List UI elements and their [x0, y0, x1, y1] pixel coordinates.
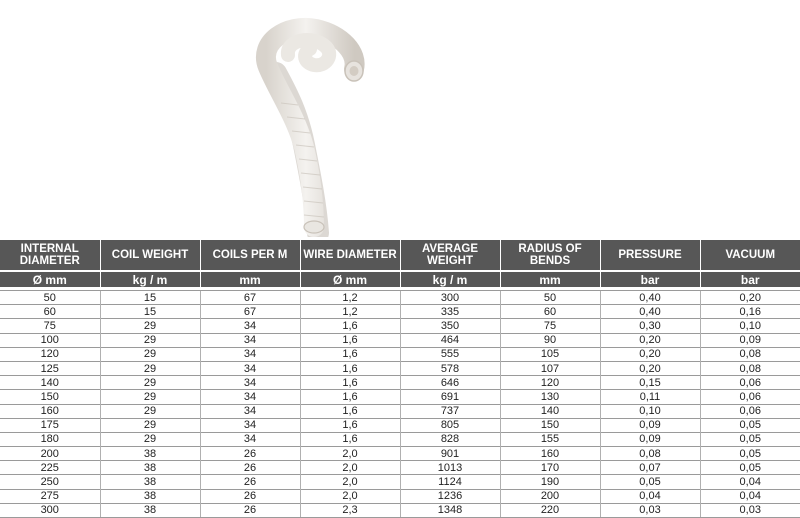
table-cell: 0,03 — [700, 503, 800, 517]
table-cell: 555 — [400, 347, 500, 361]
table-cell: 67 — [200, 291, 300, 305]
table-cell: 578 — [400, 361, 500, 375]
table-cell: 29 — [100, 361, 200, 375]
table-cell: 26 — [200, 489, 300, 503]
table-cell: 120 — [500, 376, 600, 390]
table-cell: 175 — [0, 418, 100, 432]
unit-cell: kg / m — [100, 272, 200, 287]
specification-table — [0, 240, 800, 518]
table-cell: 646 — [400, 376, 500, 390]
table-cell: 0,09 — [600, 432, 700, 446]
table-cell: 0,40 — [600, 305, 700, 319]
table-row — [0, 347, 800, 361]
table-cell: 140 — [0, 376, 100, 390]
unit-cell: kg / m — [400, 272, 500, 287]
header-coil-weight: COIL WEIGHT — [100, 240, 200, 270]
table-cell: 38 — [100, 489, 200, 503]
table-cell: 50 — [0, 291, 100, 305]
table-row — [0, 432, 800, 446]
table-cell: 1,6 — [300, 319, 400, 333]
table-cell: 0,05 — [700, 461, 800, 475]
table-cell: 34 — [200, 432, 300, 446]
unit-cell: bar — [600, 272, 700, 287]
table-cell: 0,05 — [700, 418, 800, 432]
table-cell: 34 — [200, 418, 300, 432]
table-cell: 120 — [0, 347, 100, 361]
table-cell: 180 — [0, 432, 100, 446]
table-cell: 29 — [100, 376, 200, 390]
unit-cell: Ø mm — [0, 272, 100, 287]
table-cell: 2,0 — [300, 489, 400, 503]
table-cell: 0,08 — [700, 347, 800, 361]
table-cell: 1,6 — [300, 376, 400, 390]
table-cell: 34 — [200, 347, 300, 361]
table-cell: 60 — [500, 305, 600, 319]
table-cell: 200 — [0, 447, 100, 461]
table-cell: 0,06 — [700, 376, 800, 390]
table-row — [0, 461, 800, 475]
table-cell: 2,0 — [300, 461, 400, 475]
table-cell: 50 — [500, 291, 600, 305]
table-cell: 0,20 — [600, 333, 700, 347]
table-cell: 0,04 — [600, 489, 700, 503]
table-cell: 160 — [0, 404, 100, 418]
table-cell: 38 — [100, 447, 200, 461]
table-cell: 34 — [200, 404, 300, 418]
table-cell: 0,07 — [600, 461, 700, 475]
table-cell: 1124 — [400, 475, 500, 489]
table-cell: 170 — [500, 461, 600, 475]
table-cell: 0,20 — [600, 347, 700, 361]
table-cell: 75 — [0, 319, 100, 333]
table-cell: 220 — [500, 503, 600, 517]
table-cell: 0,10 — [700, 319, 800, 333]
table-cell: 0,05 — [600, 475, 700, 489]
table-cell: 737 — [400, 404, 500, 418]
table-cell: 828 — [400, 432, 500, 446]
table-cell: 38 — [100, 475, 200, 489]
table-row — [0, 489, 800, 503]
table-cell: 190 — [500, 475, 600, 489]
header-row — [0, 240, 800, 270]
table-cell: 29 — [100, 390, 200, 404]
table-row — [0, 418, 800, 432]
table-cell: 2,0 — [300, 475, 400, 489]
table-cell: 26 — [200, 503, 300, 517]
table-cell: 26 — [200, 475, 300, 489]
table-cell: 150 — [0, 390, 100, 404]
header-vacuum: VACUUM — [700, 240, 800, 270]
table-cell: 1236 — [400, 489, 500, 503]
table-cell: 0,09 — [600, 418, 700, 432]
table-cell: 0,05 — [700, 432, 800, 446]
table-cell: 29 — [100, 333, 200, 347]
table-cell: 275 — [0, 489, 100, 503]
table-cell: 130 — [500, 390, 600, 404]
table-row — [0, 319, 800, 333]
unit-cell: mm — [200, 272, 300, 287]
table-cell: 0,15 — [600, 376, 700, 390]
table-cell: 107 — [500, 361, 600, 375]
table-cell: 901 — [400, 447, 500, 461]
table-row — [0, 305, 800, 319]
table-cell: 29 — [100, 347, 200, 361]
unit-cell: mm — [500, 272, 600, 287]
table-cell: 0,40 — [600, 291, 700, 305]
table-row — [0, 333, 800, 347]
table-cell: 691 — [400, 390, 500, 404]
table-cell: 0,03 — [600, 503, 700, 517]
table-cell: 29 — [100, 404, 200, 418]
table-cell: 150 — [500, 418, 600, 432]
table-row — [0, 376, 800, 390]
table-cell: 0,04 — [700, 489, 800, 503]
header-wire-diameter: WIRE DIAMETER — [300, 240, 400, 270]
table-cell: 38 — [100, 461, 200, 475]
table-cell: 34 — [200, 319, 300, 333]
unit-cell: bar — [700, 272, 800, 287]
table-cell: 350 — [400, 319, 500, 333]
table-cell: 0,10 — [600, 404, 700, 418]
table-cell: 26 — [200, 461, 300, 475]
table-cell: 0,06 — [700, 390, 800, 404]
table-row — [0, 390, 800, 404]
table-cell: 0,20 — [600, 361, 700, 375]
table-cell: 1,6 — [300, 390, 400, 404]
unit-cell: Ø mm — [300, 272, 400, 287]
table-body — [0, 291, 800, 518]
table-cell: 38 — [100, 503, 200, 517]
table-cell: 200 — [500, 489, 600, 503]
table-cell: 67 — [200, 305, 300, 319]
table-cell: 1,6 — [300, 432, 400, 446]
table-cell: 225 — [0, 461, 100, 475]
table-cell: 1,6 — [300, 333, 400, 347]
table-cell: 105 — [500, 347, 600, 361]
table-cell: 2,3 — [300, 503, 400, 517]
table-cell: 1,2 — [300, 291, 400, 305]
table-cell: 1,6 — [300, 418, 400, 432]
table-cell: 0,08 — [700, 361, 800, 375]
table-cell: 34 — [200, 361, 300, 375]
table-cell: 29 — [100, 432, 200, 446]
table-cell: 60 — [0, 305, 100, 319]
table-cell: 0,09 — [700, 333, 800, 347]
table-cell: 0,08 — [600, 447, 700, 461]
table-cell: 90 — [500, 333, 600, 347]
table-cell: 2,0 — [300, 447, 400, 461]
header-average-weight: AVERAGE WEIGHT — [400, 240, 500, 270]
table-cell: 250 — [0, 475, 100, 489]
table-cell: 300 — [0, 503, 100, 517]
header-coils-per-m: COILS PER M — [200, 240, 300, 270]
table-cell: 125 — [0, 361, 100, 375]
table-cell: 1,2 — [300, 305, 400, 319]
table-cell: 1348 — [400, 503, 500, 517]
table-row — [0, 404, 800, 418]
table-row — [0, 361, 800, 375]
table-cell: 0,11 — [600, 390, 700, 404]
table-cell: 0,16 — [700, 305, 800, 319]
header-pressure: PRESSURE — [600, 240, 700, 270]
header-radius-of-bends: RADIUS OF BENDS — [500, 240, 600, 270]
header-internal-diameter: INTERNAL DIAMETER — [0, 240, 100, 270]
table-cell: 300 — [400, 291, 500, 305]
table-cell: 140 — [500, 404, 600, 418]
table-row — [0, 291, 800, 305]
table-cell: 15 — [100, 305, 200, 319]
table-cell: 34 — [200, 390, 300, 404]
table-cell: 1,6 — [300, 404, 400, 418]
table-cell: 0,04 — [700, 475, 800, 489]
table-row — [0, 475, 800, 489]
table-cell: 335 — [400, 305, 500, 319]
table-cell: 34 — [200, 333, 300, 347]
table-cell: 26 — [200, 447, 300, 461]
table-cell: 1013 — [400, 461, 500, 475]
table-cell: 29 — [100, 418, 200, 432]
table-cell: 0,05 — [700, 447, 800, 461]
table-cell: 15 — [100, 291, 200, 305]
table-cell: 155 — [500, 432, 600, 446]
table-cell: 1,6 — [300, 361, 400, 375]
table-cell: 160 — [500, 447, 600, 461]
table-row — [0, 447, 800, 461]
table-cell: 1,6 — [300, 347, 400, 361]
table-cell: 464 — [400, 333, 500, 347]
table-cell: 34 — [200, 376, 300, 390]
coiled-hose-image — [230, 5, 390, 237]
table-cell: 0,20 — [700, 291, 800, 305]
table-cell: 0,06 — [700, 404, 800, 418]
table-cell: 75 — [500, 319, 600, 333]
units-row — [0, 272, 800, 287]
table-cell: 0,30 — [600, 319, 700, 333]
table-cell: 805 — [400, 418, 500, 432]
table-cell: 100 — [0, 333, 100, 347]
table-cell: 29 — [100, 319, 200, 333]
table-row — [0, 503, 800, 517]
